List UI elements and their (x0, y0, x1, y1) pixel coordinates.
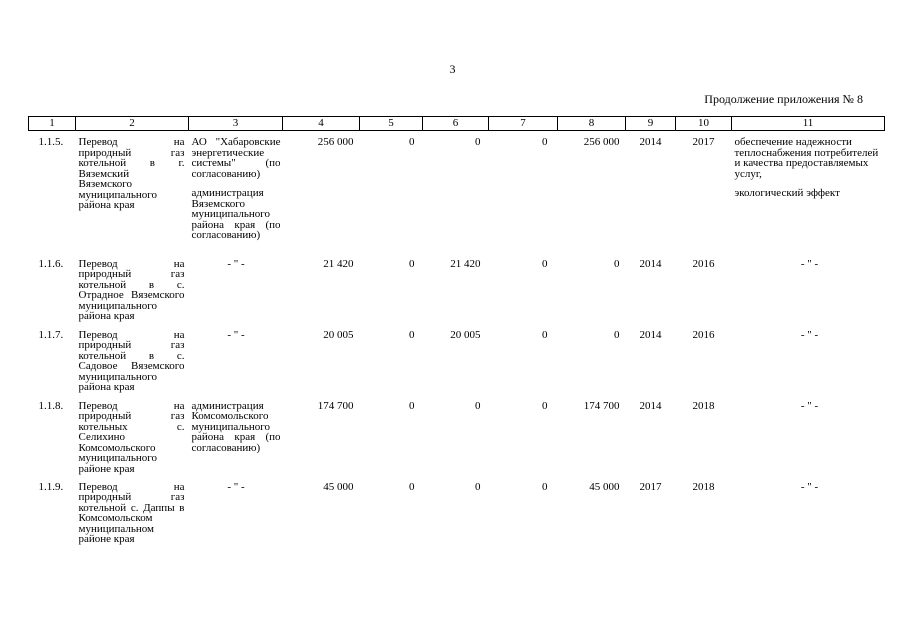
cell-col6: 0 (475, 480, 481, 493)
program-table (28, 116, 885, 556)
result-primary: - " - (800, 257, 819, 270)
cell-end-year: 2017 (692, 136, 715, 148)
cell-start-year: 2017 (639, 480, 662, 493)
item-description: Перевод на природный газ котельной в с. Садовое Вяземского муниципального района края (78, 328, 185, 393)
table-row (29, 131, 885, 253)
table-row (29, 324, 885, 395)
item-description: Перевод на природный газ котельных с. Селихино Комсомольского муниципального районе края (78, 399, 185, 475)
cell-col7: 0 (542, 328, 548, 341)
item-number: 1.1.9. (38, 480, 64, 493)
cell-result (732, 131, 885, 253)
cell-col5: 0 (409, 480, 415, 493)
appendix-continuation-label: Продолжение приложения № 8 (704, 92, 863, 106)
cell-col8: 0 (614, 328, 620, 341)
header-col-6: 6 (423, 117, 489, 131)
item-executor (189, 253, 283, 324)
item-description: Перевод на природный газ котельной с. Даппы в Комсомольском муниципальном районе края (78, 480, 185, 545)
item-number: 1.1.6. (38, 257, 64, 270)
cell-col7: 0 (542, 136, 548, 148)
item-executor (189, 395, 283, 476)
cell-total: 256 000 (317, 136, 354, 148)
executor-primary: - " - (227, 328, 245, 341)
cell-start-year: 2014 (639, 328, 662, 341)
cell-col5: 0 (409, 136, 415, 148)
header-col-9: 9 (626, 117, 676, 131)
header-row (29, 117, 885, 131)
page-number: 3 (449, 62, 456, 76)
cell-result (732, 476, 885, 556)
header-col-7: 7 (489, 117, 558, 131)
header-col-3: 3 (189, 117, 283, 131)
cell-total: 174 700 (317, 399, 354, 412)
header-col-8: 8 (558, 117, 626, 131)
item-number: 1.1.7. (38, 328, 64, 341)
cell-start-year: 2014 (639, 136, 662, 148)
executor-primary: - " - (227, 480, 245, 493)
executor-secondary: администрация Вяземского муниципального района края (по согласованию) (191, 187, 281, 241)
result-primary: обеспечение надежности теплоснабжения потребителей и качества предоставляемых услуг, (734, 136, 879, 180)
result-primary: - " - (800, 328, 819, 341)
cell-result (732, 395, 885, 476)
cell-col5: 0 (409, 399, 415, 412)
cell-col7: 0 (542, 480, 548, 493)
header-col-10: 10 (676, 117, 732, 131)
item-description: Перевод на природный газ котельной в г. Вяземский Вяземского муниципального района края (78, 136, 185, 211)
cell-result (732, 253, 885, 324)
cell-col6: 21 420 (450, 257, 481, 270)
table-row (29, 253, 885, 324)
cell-col7: 0 (542, 257, 548, 270)
cell-col8: 174 700 (583, 399, 620, 412)
table-row (29, 395, 885, 476)
cell-col8: 0 (614, 257, 620, 270)
result-secondary: экологический эффект (734, 187, 840, 199)
item-executor (189, 131, 283, 253)
cell-result (732, 324, 885, 395)
cell-col8: 256 000 (583, 136, 620, 148)
header-col-4: 4 (283, 117, 360, 131)
header-col-2: 2 (76, 117, 189, 131)
cell-col6: 0 (475, 136, 481, 148)
header-col-1: 1 (29, 117, 76, 131)
cell-start-year: 2014 (639, 257, 662, 270)
item-number: 1.1.8. (38, 399, 64, 412)
header-col-11: 11 (732, 117, 885, 131)
item-executor (189, 324, 283, 395)
cell-end-year: 2016 (692, 328, 715, 341)
result-primary: - " - (800, 399, 819, 412)
cell-end-year: 2016 (692, 257, 715, 270)
item-description: Перевод на природный газ котельной в с. Отрадное Вяземского муниципального района края (78, 257, 185, 322)
cell-end-year: 2018 (692, 480, 715, 493)
cell-total: 45 000 (323, 480, 354, 493)
item-executor (189, 476, 283, 556)
cell-col6: 0 (475, 399, 481, 412)
cell-total: 20 005 (323, 328, 354, 341)
cell-total: 21 420 (323, 257, 354, 270)
table-row (29, 476, 885, 556)
cell-end-year: 2018 (692, 399, 715, 412)
executor-primary: администрация Комсомольского муниципального района края (по согласованию) (191, 399, 281, 454)
cell-col8: 45 000 (589, 480, 620, 493)
executor-primary: - " - (227, 257, 245, 270)
cell-start-year: 2014 (639, 399, 662, 412)
item-number: 1.1.5. (38, 136, 64, 148)
executor-primary: АО "Хабаровские энергетические системы" (по согласованию) (191, 136, 281, 180)
cell-col5: 0 (409, 257, 415, 270)
header-col-5: 5 (360, 117, 423, 131)
cell-col5: 0 (409, 328, 415, 341)
result-primary: - " - (800, 480, 819, 493)
cell-col7: 0 (542, 399, 548, 412)
cell-col6: 20 005 (450, 328, 481, 341)
